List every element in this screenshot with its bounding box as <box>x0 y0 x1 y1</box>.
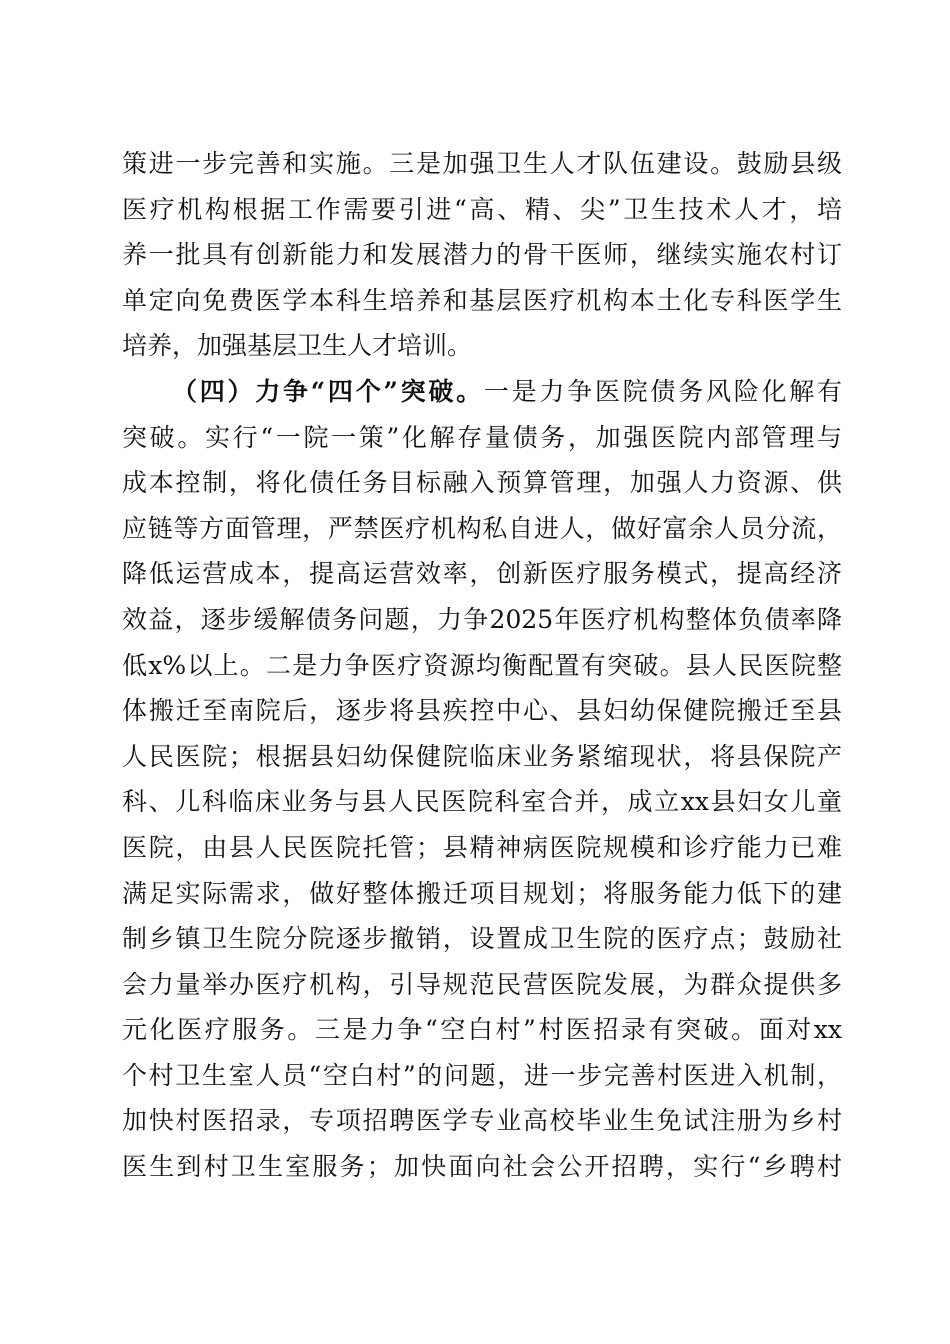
text-line: 培养，加强基层卫生人才培训。 <box>122 331 473 361</box>
text-line: 应链等方面管理，严禁医疗机构私自进人，做好富余人员分流， <box>122 513 842 543</box>
text-line: 养一批具有创新能力和发展潜力的骨干医师，继续实施农村订 <box>122 240 842 270</box>
text-line: 加快村医招录，专项招聘医学专业高校毕业生免试注册为乡村 <box>122 1106 842 1136</box>
text-line: 成本控制，将化债任务目标融入预算管理，加强人力资源、供 <box>122 468 842 498</box>
text-line: 医生到村卫生室服务；加快面向社会公开招聘，实行“乡聘村 <box>122 1152 842 1182</box>
text-line: 医疗机构根据工作需要引进“高、精、尖”卫生技术人才，培 <box>122 194 842 224</box>
text-line-continuation: 一是力争医院债务风险化解有 <box>483 376 842 406</box>
text-line: 策进一步完善和实施。三是加强卫生人才队伍建设。鼓励县级 <box>122 149 842 178</box>
text-line: 单定向免费医学本科生培养和基层医疗机构本土化专科医学生 <box>122 285 842 315</box>
text-line: 会力量举办医疗机构，引导规范民营医院发展，为群众提供多 <box>122 969 842 999</box>
text-line: 个村卫生室人员“空白村”的问题，进一步完善村医进入机制， <box>122 1060 842 1090</box>
text-line: 人民医院；根据县妇幼保健院临床业务紧缩现状，将县保院产 <box>122 741 842 771</box>
text-line: 科、儿科临床业务与县人民医院科室合并，成立xx县妇女儿童 <box>122 787 842 817</box>
text-line: 元化医疗服务。三是力争“空白村”村医招录有突破。面对xx <box>122 1015 842 1045</box>
text-line: 低x%以上。二是力争医疗资源均衡配置有突破。县人民医院整 <box>122 650 842 680</box>
text-line: 满足实际需求，做好整体搬迁项目规划；将服务能力低下的建 <box>122 878 842 908</box>
section-heading-line <box>122 369 842 415</box>
text-line: 降低运营成本，提高运营效率，创新医疗服务模式，提高经济 <box>122 559 842 589</box>
section-heading: （四）力争“四个”突破。 <box>172 376 484 406</box>
body-text <box>122 141 842 1190</box>
text-line: 效益，逐步缓解债务问题，力争2025年医疗机构整体负债率降 <box>122 604 842 634</box>
text-line: 医院，由县人民医院托管；县精神病医院规模和诊疗能力已难 <box>122 832 842 862</box>
text-line: 突破。实行“一院一策”化解存量债务，加强医院内部管理与 <box>122 422 842 452</box>
text-line: 体搬迁至南院后，逐步将县疾控中心、县妇幼保健院搬迁至县 <box>122 696 842 726</box>
text-line: 制乡镇卫生院分院逐步撤销，设置成卫生院的医疗点；鼓励社 <box>122 924 842 954</box>
